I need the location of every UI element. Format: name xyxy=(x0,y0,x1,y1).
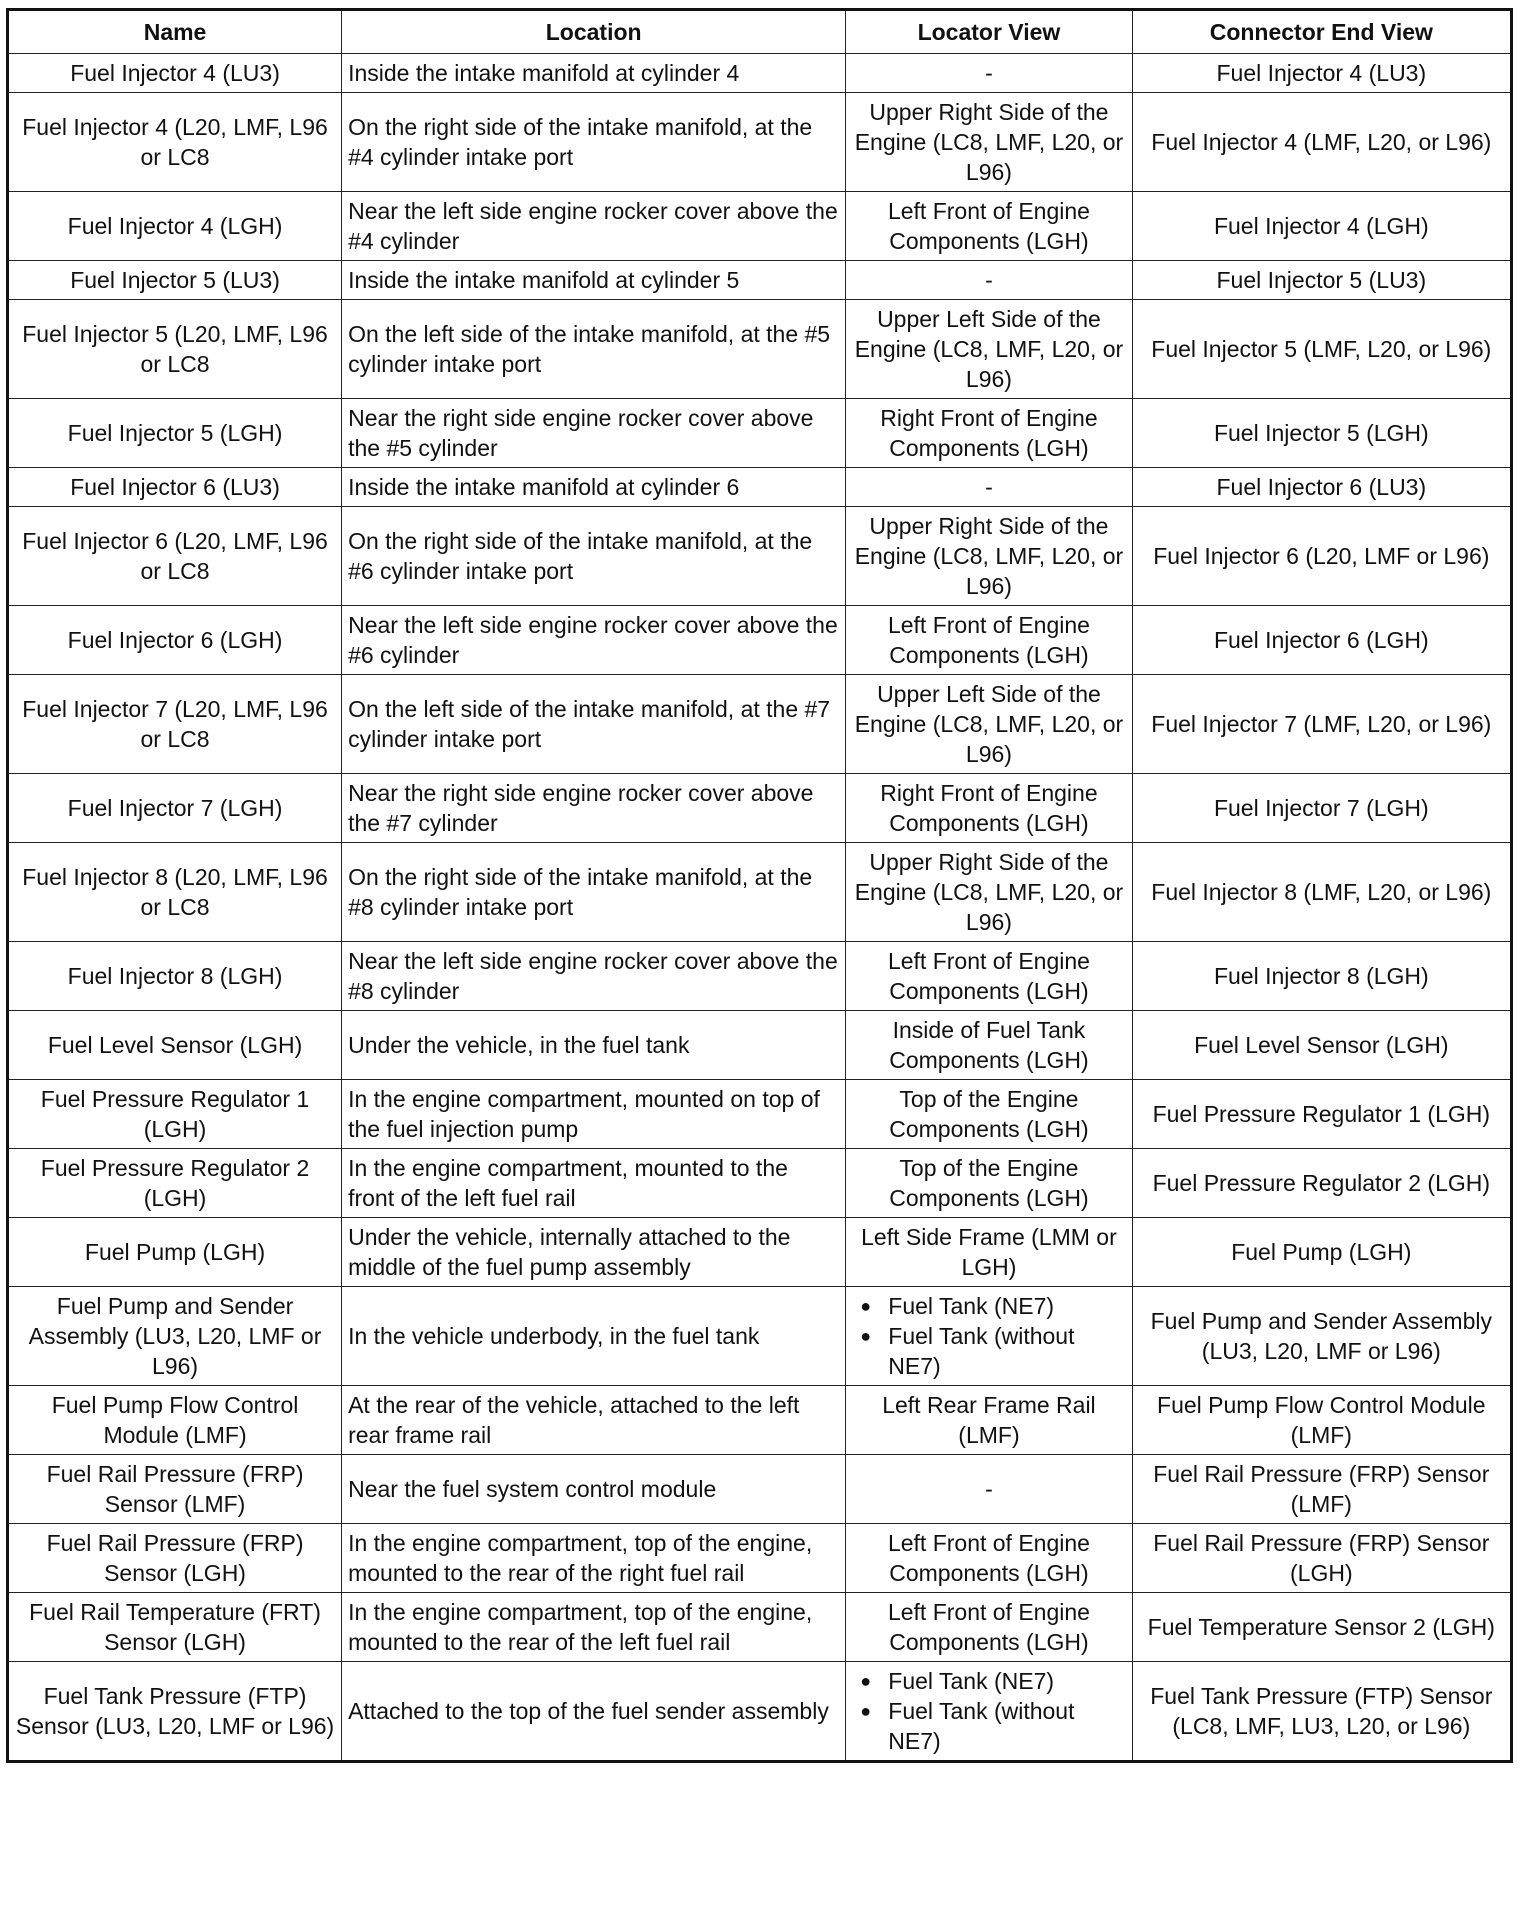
cell-name: Fuel Injector 6 (L20, LMF, L96 or LC8 xyxy=(8,507,342,606)
cell-connector-end-view: Fuel Injector 4 (LGH) xyxy=(1132,192,1511,261)
cell-name: Fuel Rail Pressure (FRP) Sensor (LMF) xyxy=(8,1455,342,1524)
header-locator-view: Locator View xyxy=(846,10,1132,54)
cell-locator-view: Inside of Fuel Tank Components (LGH) xyxy=(846,1011,1132,1080)
cell-connector-end-view: Fuel Injector 6 (LGH) xyxy=(1132,606,1511,675)
cell-locator-view: Top of the Engine Components (LGH) xyxy=(846,1080,1132,1149)
cell-locator-view: Left Front of Engine Components (LGH) xyxy=(846,606,1132,675)
cell-locator-view: Upper Right Side of the Engine (LC8, LMF, L20, or L96) xyxy=(846,507,1132,606)
component-locator-table-container xyxy=(6,8,1513,1763)
cell-name: Fuel Rail Pressure (FRP) Sensor (LGH) xyxy=(8,1524,342,1593)
table-row xyxy=(8,774,1512,843)
cell-location: In the engine compartment, mounted to the front of the left fuel rail xyxy=(342,1149,846,1218)
cell-location: Inside the intake manifold at cylinder 6 xyxy=(342,468,846,507)
cell-locator-view xyxy=(846,1662,1132,1762)
cell-connector-end-view: Fuel Pump Flow Control Module (LMF) xyxy=(1132,1386,1511,1455)
cell-connector-end-view: Fuel Injector 7 (LMF, L20, or L96) xyxy=(1132,675,1511,774)
cell-name: Fuel Level Sensor (LGH) xyxy=(8,1011,342,1080)
cell-locator-view: Right Front of Engine Components (LGH) xyxy=(846,774,1132,843)
cell-connector-end-view: Fuel Level Sensor (LGH) xyxy=(1132,1011,1511,1080)
cell-connector-end-view: Fuel Pump (LGH) xyxy=(1132,1218,1511,1287)
cell-locator-view: - xyxy=(846,1455,1132,1524)
cell-location: Under the vehicle, in the fuel tank xyxy=(342,1011,846,1080)
cell-locator-view: - xyxy=(846,54,1132,93)
cell-connector-end-view: Fuel Injector 4 (LMF, L20, or L96) xyxy=(1132,93,1511,192)
table-row xyxy=(8,93,1512,192)
cell-connector-end-view: Fuel Injector 8 (LMF, L20, or L96) xyxy=(1132,843,1511,942)
cell-locator-view: Right Front of Engine Components (LGH) xyxy=(846,399,1132,468)
cell-location: On the right side of the intake manifold, at the #4 cylinder intake port xyxy=(342,93,846,192)
cell-name: Fuel Tank Pressure (FTP) Sensor (LU3, L20, LMF or L96) xyxy=(8,1662,342,1762)
locator-bullet-item: ● Fuel Tank (without NE7) xyxy=(852,1321,1125,1381)
cell-locator-view: Upper Left Side of the Engine (LC8, LMF, L20, or L96) xyxy=(846,300,1132,399)
cell-location: Near the left side engine rocker cover above the #6 cylinder xyxy=(342,606,846,675)
cell-location: On the right side of the intake manifold, at the #8 cylinder intake port xyxy=(342,843,846,942)
cell-location: On the left side of the intake manifold, at the #5 cylinder intake port xyxy=(342,300,846,399)
table-row xyxy=(8,606,1512,675)
cell-location: Near the right side engine rocker cover above the #5 cylinder xyxy=(342,399,846,468)
cell-name: Fuel Injector 5 (L20, LMF, L96 or LC8 xyxy=(8,300,342,399)
cell-connector-end-view: Fuel Rail Pressure (FRP) Sensor (LGH) xyxy=(1132,1524,1511,1593)
table-row xyxy=(8,261,1512,300)
cell-location: Near the right side engine rocker cover above the #7 cylinder xyxy=(342,774,846,843)
cell-connector-end-view: Fuel Injector 7 (LGH) xyxy=(1132,774,1511,843)
cell-location: Near the left side engine rocker cover above the #4 cylinder xyxy=(342,192,846,261)
cell-locator-view: Top of the Engine Components (LGH) xyxy=(846,1149,1132,1218)
locator-bullet-list xyxy=(852,1291,1125,1381)
table-body xyxy=(8,54,1512,1762)
cell-connector-end-view: Fuel Injector 8 (LGH) xyxy=(1132,942,1511,1011)
cell-locator-view: Left Rear Frame Rail (LMF) xyxy=(846,1386,1132,1455)
table-row xyxy=(8,1287,1512,1386)
locator-bullet-list xyxy=(852,1666,1125,1756)
header-row xyxy=(8,10,1512,54)
cell-name: Fuel Injector 7 (LGH) xyxy=(8,774,342,843)
cell-connector-end-view: Fuel Pump and Sender Assembly (LU3, L20, LMF or L96) xyxy=(1132,1287,1511,1386)
locator-bullet-item: ● Fuel Tank (NE7) xyxy=(852,1666,1125,1696)
cell-location: In the engine compartment, top of the engine, mounted to the rear of the right fuel rail xyxy=(342,1524,846,1593)
cell-connector-end-view: Fuel Pressure Regulator 2 (LGH) xyxy=(1132,1149,1511,1218)
cell-location: Under the vehicle, internally attached to the middle of the fuel pump assembly xyxy=(342,1218,846,1287)
table-row xyxy=(8,1455,1512,1524)
table-row xyxy=(8,399,1512,468)
cell-name: Fuel Pump (LGH) xyxy=(8,1218,342,1287)
cell-connector-end-view: Fuel Injector 5 (LMF, L20, or L96) xyxy=(1132,300,1511,399)
cell-locator-view: Left Front of Engine Components (LGH) xyxy=(846,1524,1132,1593)
cell-name: Fuel Pressure Regulator 2 (LGH) xyxy=(8,1149,342,1218)
cell-locator-view: Left Front of Engine Components (LGH) xyxy=(846,942,1132,1011)
cell-location: On the left side of the intake manifold, at the #7 cylinder intake port xyxy=(342,675,846,774)
cell-name: Fuel Injector 6 (LU3) xyxy=(8,468,342,507)
cell-location: Attached to the top of the fuel sender assembly xyxy=(342,1662,846,1762)
cell-locator-view: Upper Left Side of the Engine (LC8, LMF, L20, or L96) xyxy=(846,675,1132,774)
table-row xyxy=(8,942,1512,1011)
cell-name: Fuel Pressure Regulator 1 (LGH) xyxy=(8,1080,342,1149)
table-row xyxy=(8,1386,1512,1455)
table-row xyxy=(8,1524,1512,1593)
cell-name: Fuel Injector 8 (LGH) xyxy=(8,942,342,1011)
cell-connector-end-view: Fuel Temperature Sensor 2 (LGH) xyxy=(1132,1593,1511,1662)
cell-locator-view: Left Front of Engine Components (LGH) xyxy=(846,1593,1132,1662)
cell-locator-view: - xyxy=(846,468,1132,507)
cell-connector-end-view: Fuel Tank Pressure (FTP) Sensor (LC8, LMF, LU3, L20, or L96) xyxy=(1132,1662,1511,1762)
header-connector-end-view: Connector End View xyxy=(1132,10,1511,54)
table-row xyxy=(8,54,1512,93)
table-header xyxy=(8,10,1512,54)
cell-location: In the engine compartment, mounted on top of the fuel injection pump xyxy=(342,1080,846,1149)
cell-locator-view: Upper Right Side of the Engine (LC8, LMF, L20, or L96) xyxy=(846,93,1132,192)
cell-location: In the vehicle underbody, in the fuel tank xyxy=(342,1287,846,1386)
cell-connector-end-view: Fuel Injector 5 (LU3) xyxy=(1132,261,1511,300)
cell-location: At the rear of the vehicle, attached to the left rear frame rail xyxy=(342,1386,846,1455)
cell-location: Near the fuel system control module xyxy=(342,1455,846,1524)
cell-name: Fuel Injector 6 (LGH) xyxy=(8,606,342,675)
locator-bullet-item: ● Fuel Tank (NE7) xyxy=(852,1291,1125,1321)
cell-name: Fuel Rail Temperature (FRT) Sensor (LGH) xyxy=(8,1593,342,1662)
cell-name: Fuel Injector 7 (L20, LMF, L96 or LC8 xyxy=(8,675,342,774)
cell-location: Inside the intake manifold at cylinder 5 xyxy=(342,261,846,300)
cell-name: Fuel Pump Flow Control Module (LMF) xyxy=(8,1386,342,1455)
table-row xyxy=(8,1218,1512,1287)
cell-connector-end-view: Fuel Injector 6 (L20, LMF or L96) xyxy=(1132,507,1511,606)
cell-connector-end-view: Fuel Injector 5 (LGH) xyxy=(1132,399,1511,468)
table-row xyxy=(8,468,1512,507)
cell-locator-view: Left Side Frame (LMM or LGH) xyxy=(846,1218,1132,1287)
table-row xyxy=(8,1149,1512,1218)
cell-location: On the right side of the intake manifold, at the #6 cylinder intake port xyxy=(342,507,846,606)
cell-name: Fuel Injector 8 (L20, LMF, L96 or LC8 xyxy=(8,843,342,942)
table-row xyxy=(8,675,1512,774)
component-locator-table xyxy=(6,8,1513,1763)
cell-locator-view xyxy=(846,1287,1132,1386)
header-name: Name xyxy=(8,10,342,54)
table-row xyxy=(8,507,1512,606)
locator-bullet-item: ● Fuel Tank (without NE7) xyxy=(852,1696,1125,1756)
cell-locator-view: Left Front of Engine Components (LGH) xyxy=(846,192,1132,261)
cell-location: Near the left side engine rocker cover above the #8 cylinder xyxy=(342,942,846,1011)
cell-name: Fuel Injector 4 (LU3) xyxy=(8,54,342,93)
table-row xyxy=(8,1080,1512,1149)
table-row xyxy=(8,192,1512,261)
header-location: Location xyxy=(342,10,846,54)
cell-locator-view: Upper Right Side of the Engine (LC8, LMF, L20, or L96) xyxy=(846,843,1132,942)
cell-name: Fuel Injector 4 (L20, LMF, L96 or LC8 xyxy=(8,93,342,192)
cell-connector-end-view: Fuel Pressure Regulator 1 (LGH) xyxy=(1132,1080,1511,1149)
cell-name: Fuel Pump and Sender Assembly (LU3, L20, LMF or L96) xyxy=(8,1287,342,1386)
cell-name: Fuel Injector 4 (LGH) xyxy=(8,192,342,261)
table-row xyxy=(8,300,1512,399)
table-row xyxy=(8,1011,1512,1080)
cell-connector-end-view: Fuel Injector 4 (LU3) xyxy=(1132,54,1511,93)
cell-name: Fuel Injector 5 (LGH) xyxy=(8,399,342,468)
cell-connector-end-view: Fuel Injector 6 (LU3) xyxy=(1132,468,1511,507)
cell-connector-end-view: Fuel Rail Pressure (FRP) Sensor (LMF) xyxy=(1132,1455,1511,1524)
cell-location: Inside the intake manifold at cylinder 4 xyxy=(342,54,846,93)
cell-locator-view: - xyxy=(846,261,1132,300)
table-row xyxy=(8,843,1512,942)
cell-name: Fuel Injector 5 (LU3) xyxy=(8,261,342,300)
table-row xyxy=(8,1593,1512,1662)
table-row xyxy=(8,1662,1512,1762)
cell-location: In the engine compartment, top of the engine, mounted to the rear of the left fuel rail xyxy=(342,1593,846,1662)
